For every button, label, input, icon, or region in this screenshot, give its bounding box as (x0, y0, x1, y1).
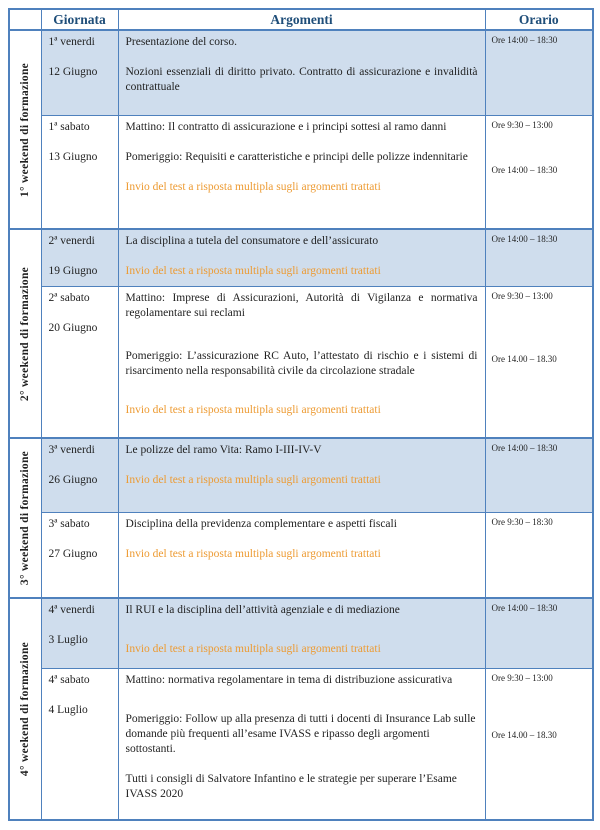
table-row (9, 512, 593, 598)
time-label: Ore 14.00 – 18.30 (491, 729, 557, 740)
giornata-cell (41, 229, 118, 286)
group-cell-weekend-4 (9, 598, 41, 820)
column-header-argomenti: Argomenti (118, 9, 485, 30)
argomenti-cell (118, 30, 485, 115)
time-label: Ore 14:00 – 18:30 (491, 603, 558, 613)
date-label: 3 Luglio (48, 634, 88, 646)
topic-paragraph: Nozioni essenziali di diritto privato. Contratto di assicurazione e invalidità contrattuale (125, 66, 478, 93)
time-label: Ore 14:00 – 18:30 (491, 164, 558, 175)
argomenti-cell (118, 598, 485, 668)
argomenti-cell (118, 512, 485, 598)
topic-paragraph: Presentazione del corso. (125, 36, 237, 48)
giornata-cell (41, 512, 118, 598)
topic-paragraph: Mattino: Il contratto di assicurazione e i principi sottesi al ramo danni (125, 120, 447, 133)
topic-paragraph: Mattino: Imprese di Assicurazioni, Autorità di Vigilanza e normativa regolamentare sui reclami (125, 291, 478, 319)
orario-cell (485, 286, 593, 438)
giornata-cell (41, 286, 118, 438)
argomenti-cell (118, 438, 485, 512)
topic-paragraph: Pomeriggio: L’assicurazione RC Auto, l’attestato di rischio e i sistemi di risarcimento nella responsabilità civile da circolazione stradale (125, 349, 478, 377)
table-row (9, 668, 593, 820)
topic-paragraph: Pomeriggio: Follow up alla presenza di tutti i docenti di Insurance Lab sulle domande più frequenti all’esame IVASS e ripasso degli argomenti sottostanti. (125, 712, 476, 755)
test-notice-paragraph: Invio del test a risposta multipla sugli argomenti trattati (125, 265, 381, 277)
table-row (9, 286, 593, 438)
date-label: 19 Giugno (48, 265, 98, 277)
giornata-cell (41, 30, 118, 115)
date-label: 27 Giugno (48, 547, 98, 560)
day-label: 2ª venerdi (48, 235, 95, 247)
topic-paragraph: Le polizze del ramo Vita: Ramo I-III-IV-V (125, 444, 322, 456)
day-label: 4ª venerdi (48, 604, 95, 616)
day-label: 4ª sabato (48, 673, 90, 686)
day-label: 1ª sabato (48, 120, 90, 133)
giornata-cell (41, 115, 118, 229)
date-label: 20 Giugno (48, 321, 98, 334)
test-notice-paragraph: Invio del test a risposta multipla sugli argomenti trattati (125, 474, 381, 486)
date-label: 26 Giugno (48, 474, 98, 486)
test-notice-paragraph: Invio del test a risposta multipla sugli argomenti trattati (125, 403, 381, 416)
orario-cell (485, 229, 593, 286)
group-cell-weekend-3 (9, 438, 41, 598)
time-label: Ore 14:00 – 18:30 (491, 35, 558, 45)
group-cell-weekend-2 (9, 229, 41, 438)
test-notice-paragraph: Invio del test a risposta multipla sugli argomenti trattati (125, 643, 381, 655)
giornata-cell (41, 598, 118, 668)
day-label: 1ª venerdi (48, 36, 95, 48)
time-label: Ore 14:00 – 18:30 (491, 443, 558, 453)
date-label: 12 Giugno (48, 66, 98, 78)
time-label: Ore 9:30 – 18:30 (491, 516, 553, 527)
argomenti-cell (118, 286, 485, 438)
date-label: 13 Giugno (48, 150, 98, 163)
time-label: Ore 14.00 – 18.30 (491, 353, 557, 364)
table-row (9, 229, 593, 286)
header-corner-cell (9, 9, 41, 30)
date-label: 4 Luglio (48, 703, 88, 716)
group-cell-weekend-1 (9, 30, 41, 229)
day-label: 3ª venerdi (48, 444, 95, 456)
day-label: 3ª sabato (48, 517, 90, 530)
group-label: 1° weekend di formazione (19, 62, 32, 197)
group-label: 3° weekend di formazione (19, 450, 32, 586)
orario-cell (485, 438, 593, 512)
header-row (9, 9, 593, 30)
orario-cell (485, 512, 593, 598)
topic-paragraph: Mattino: normativa regolamentare in tema di distribuzione assicurativa (125, 673, 453, 686)
time-label: Ore 9:30 – 13:00 (491, 119, 553, 130)
orario-cell (485, 30, 593, 115)
table-row (9, 115, 593, 229)
column-header-orario: Orario (485, 9, 593, 30)
table-row (9, 438, 593, 512)
test-notice-paragraph: Invio del test a risposta multipla sugli argomenti trattati (125, 547, 381, 560)
group-label: 2° weekend di formazione (19, 266, 32, 401)
group-label: 4° weekend di formazione (19, 641, 32, 777)
day-label: 2ª sabato (48, 291, 90, 304)
topic-paragraph: Disciplina della previdenza complementare e aspetti fiscali (125, 517, 397, 530)
time-label: Ore 14:00 – 18:30 (491, 234, 558, 244)
giornata-cell (41, 438, 118, 512)
table-row (9, 30, 593, 115)
argomenti-cell (118, 115, 485, 229)
topic-paragraph: Il RUI e la disciplina dell’attività agenziale e di mediazione (125, 604, 400, 616)
argomenti-cell (118, 668, 485, 820)
argomenti-cell (118, 229, 485, 286)
time-label: Ore 9:30 – 13:00 (491, 290, 553, 301)
giornata-cell (41, 668, 118, 820)
topic-paragraph: Pomeriggio: Requisiti e caratteristiche e principi delle polizze indennitarie (125, 150, 468, 163)
topic-paragraph: Tutti i consigli di Salvatore Infantino e le strategie per superare l’Esame IVASS 2020 (125, 772, 457, 800)
topic-paragraph: La disciplina a tutela del consumatore e dell’assicurato (125, 235, 379, 247)
time-label: Ore 9:30 – 13:00 (491, 672, 553, 683)
orario-cell (485, 115, 593, 229)
test-notice-paragraph: Invio del test a risposta multipla sugli argomenti trattati (125, 180, 381, 193)
column-header-giornata: Giornata (41, 9, 118, 30)
table-row (9, 598, 593, 668)
orario-cell (485, 598, 593, 668)
course-schedule-table (8, 8, 594, 821)
orario-cell (485, 668, 593, 820)
